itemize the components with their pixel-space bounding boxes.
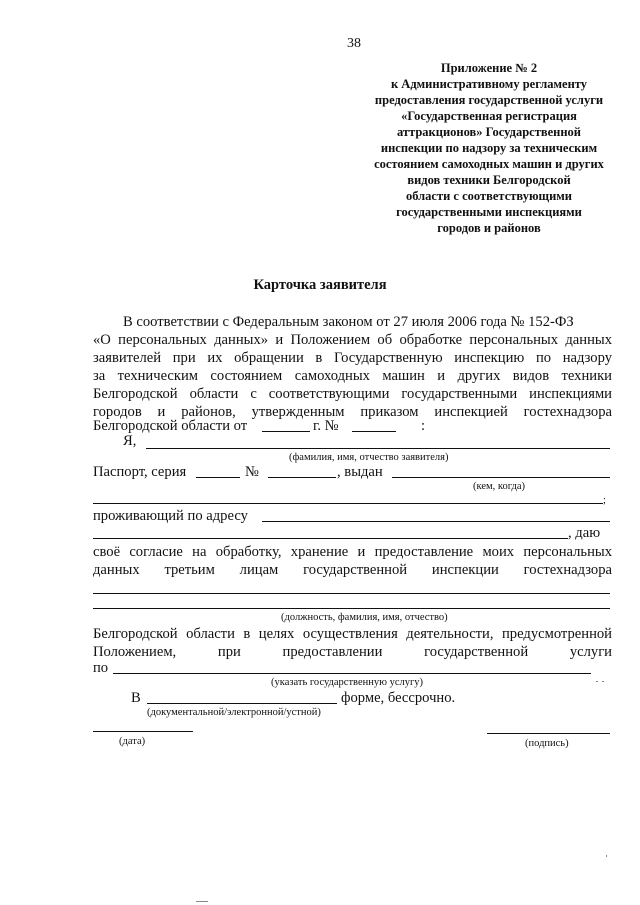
annex-line: Приложение № 2 [440, 61, 538, 75]
intro-line: заявителей при их обращении в Государственную инспекцию по надзору [93, 350, 612, 366]
signature-field[interactable] [487, 733, 610, 734]
annex-line: инспекции по надзору за техническим [380, 141, 598, 155]
scan-speck [196, 901, 208, 902]
order-colon: : [421, 418, 426, 434]
address-field[interactable] [262, 521, 610, 522]
annex-line: аттракционов» Государственной [396, 125, 581, 139]
page-number: 38 [347, 36, 361, 51]
intro-line: за техническим состоянием самоходных машин и других видов техники [93, 368, 612, 384]
annex-header [360, 60, 618, 236]
document-title: Карточка заявителя [253, 277, 387, 293]
form-caption: (документальной/электронной/устной) [147, 707, 321, 718]
applicant-label: Я, [123, 433, 137, 449]
address-end: , даю [568, 525, 601, 541]
service-label: по [93, 660, 109, 676]
consent-line: данных третьим лицам государственной инспекции гостехнадзора [93, 562, 612, 578]
passport-label: Паспорт, серия [93, 464, 187, 480]
passport-number-field[interactable] [268, 477, 336, 478]
annex-line: предоставления государственной услуги [374, 93, 604, 107]
passport-end-mark: ; [603, 495, 606, 506]
passport-issued-label: , выдан [337, 464, 383, 480]
scan-speck [606, 855, 607, 857]
order-number-label: г. № [313, 418, 339, 434]
annex-line: видов техники Белгородской [407, 173, 571, 187]
intro-line: городов и районов, утвержденным приказом инспекцией гостехнадзора [93, 404, 612, 420]
annex-line: области с соответствующими [405, 189, 573, 203]
order-text: Белгородской области от [93, 418, 248, 434]
service-field[interactable] [113, 673, 591, 674]
address-label: проживающий по адресу [93, 508, 248, 524]
annex-line: «Государственная регистрация [401, 109, 577, 123]
official-caption: (должность, фамилия, имя, отчество) [281, 612, 448, 623]
order-date-blank[interactable] [262, 431, 310, 432]
annex-line: городов и районов [437, 221, 541, 235]
intro-line: В соответствии с Федеральным законом от 27 июля 2006 года № 152-ФЗ [123, 314, 574, 330]
date-field[interactable] [93, 731, 193, 732]
scan-speck [596, 681, 598, 682]
intro-line: Белгородской области с соответствующими государственными инспекциями [93, 386, 612, 402]
service-caption: (указать государственную услугу) [271, 677, 424, 688]
passport-number-sign: № [245, 464, 259, 480]
form-prefix: В [131, 690, 141, 706]
applicant-name-field[interactable] [146, 448, 610, 449]
official-field-continued[interactable] [93, 608, 610, 609]
intro-line: «О персональных данных» и Положением об обработке персональных данных [93, 332, 612, 348]
order-number-blank[interactable] [352, 431, 396, 432]
passport-series-field[interactable] [196, 477, 240, 478]
address-field-continued[interactable] [93, 538, 568, 539]
passport-caption: (кем, когда) [473, 481, 525, 492]
passport-issued-field[interactable] [392, 477, 610, 478]
date-caption: (дата) [119, 736, 146, 747]
purpose-line: Положением, при предоставлении государственной услуги [93, 644, 612, 660]
annex-line: государственными инспекциями [396, 205, 582, 219]
consent-line: своё согласие на обработку, хранение и предоставление моих персональных [93, 544, 612, 560]
purpose-line: Белгородской области в целях осуществления деятельности, предусмотренной [93, 626, 612, 642]
annex-line: к Административному регламенту [390, 77, 587, 91]
applicant-caption: (фамилия, имя, отчество заявителя) [289, 452, 449, 463]
scan-speck [602, 681, 604, 682]
form-suffix: форме, бессрочно. [341, 690, 456, 706]
form-type-field[interactable] [147, 703, 337, 704]
passport-issued-field-continued[interactable] [93, 503, 603, 504]
annex-line: состоянием самоходных машин и других [374, 157, 604, 171]
signature-caption: (подпись) [525, 738, 569, 749]
official-field[interactable] [93, 593, 610, 594]
